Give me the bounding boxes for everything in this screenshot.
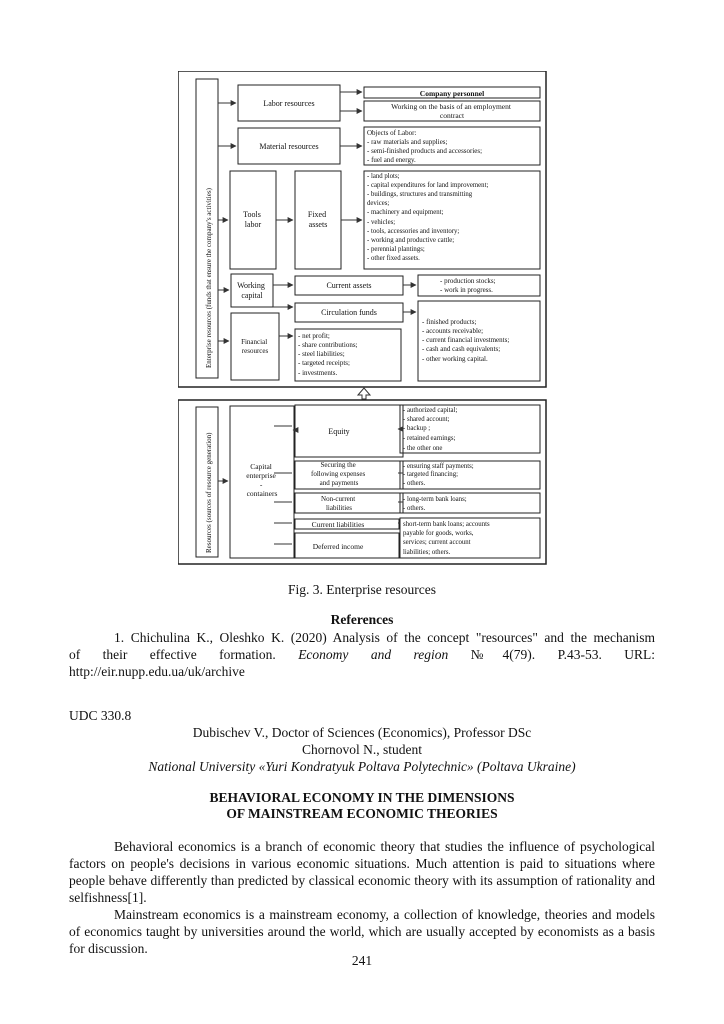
side-label-bottom: Resources (sources of resource generation) bbox=[205, 432, 213, 553]
securing-label: Securing the following expenses and payments bbox=[311, 461, 366, 487]
references-heading: References bbox=[330, 612, 394, 627]
current-assets-label: Current assets bbox=[326, 281, 372, 290]
material-resources-label: Material resources bbox=[259, 142, 319, 151]
circulation-list: - finished products; - accounts receivable; - current financial investments; - cash and cash equivalents; - other working capital. bbox=[422, 318, 510, 363]
circulation-funds-label: Circulation funds bbox=[321, 308, 377, 317]
fixed-assets-label: Fixed assets bbox=[307, 210, 328, 229]
short-term-list: short-term bank loans; accounts payable for goods, works, services; current account liabilities; others. bbox=[403, 521, 490, 556]
tools-labor-label: Tools labor bbox=[243, 210, 262, 229]
company-personnel-label: Company personnel bbox=[419, 89, 485, 98]
udc-code: UDC 330.8 bbox=[69, 708, 132, 723]
author-1: Dubischev V., Doctor of Sciences (Economics), Professor DSc bbox=[192, 725, 532, 740]
reference-1-line-2: of their effective formation. Economy and region №4(79). P.43-53. URL: bbox=[69, 647, 655, 662]
non-current-list: - long-term bank loans; - others. bbox=[403, 496, 467, 512]
financial-resources-label: Financial resources bbox=[241, 338, 269, 355]
capital-enterprise-label: Capital enterprise - containers bbox=[246, 462, 278, 498]
enterprise-resources-figure bbox=[178, 71, 548, 567]
paragraph-1: Behavioral economics is a branch of economic theory that studies the influence of psychological factors on people's decisions in various economic situations. Much attention is paid to situations where people behave differently than predicted by classical economic theory with its assumption of rationality and selfishness[1]. bbox=[69, 839, 655, 905]
reference-1-url[interactable]: http://eir.nupp.edu.ua/uk/archive bbox=[69, 664, 245, 679]
bottom-panel bbox=[178, 400, 546, 564]
employment-contract-label: Working on the basis of an employment contract bbox=[391, 102, 511, 120]
reference-1-line-1: 1. Chichulina K., Oleshko K. (2020) Analysis of the concept "resources" and the mechanism bbox=[114, 630, 655, 645]
labor-resources-label: Labor resources bbox=[263, 99, 315, 108]
non-current-liabilities-label: Non-current liabilities bbox=[321, 495, 356, 512]
author-2: Chornovol N., student bbox=[302, 742, 422, 757]
deferred-income-label: Deferred income bbox=[312, 542, 364, 551]
equity-list: - authorized capital; - shared account; - backup ; - retained earnings; - the other one bbox=[403, 407, 458, 452]
article-title-line-2: OF MAINSTREAM ECONOMIC THEORIES bbox=[226, 806, 498, 821]
paragraph-2: Mainstream economics is a mainstream economy, a collection of knowledge, theories and models of economics taught by universities around the world, which are usually accepted by economists as a basis for discussion. bbox=[69, 907, 655, 956]
current-liabilities-label: Current liabilities bbox=[311, 520, 365, 529]
figure-caption: Fig. 3. Enterprise resources bbox=[287, 582, 437, 597]
page-number: 241 bbox=[351, 953, 373, 968]
securing-list: - ensuring staff payments; - targeted financing; - others. bbox=[403, 463, 474, 487]
working-capital-label: Working capital bbox=[237, 281, 265, 300]
current-assets-list: - production stocks; - work in progress. bbox=[440, 277, 496, 294]
affiliation: National University «Yuri Kondratyuk Poltava Polytechnic» (Poltava Ukraine) bbox=[148, 759, 576, 774]
financial-list: - net profit; - share contributions; - steel liabilities; - targeted receipts; - investments. bbox=[298, 332, 358, 377]
article-title-line-1: BEHAVIORAL ECONOMY IN THE DIMENSIONS bbox=[209, 790, 515, 805]
side-label-top: Enterprise resources (funds that ensure the company's activities) bbox=[205, 188, 213, 368]
fixed-assets-list: - land plots; - capital expenditures for land improvement; - buildings, structures and transmitting devices; - machinery and equipment; - vehicles; - tools, accessories and inventory; - working and productive cattle; - perennial plantings; - other fixed assets. bbox=[367, 173, 489, 262]
equity-label: Equity bbox=[328, 427, 350, 436]
objects-of-labor-list: Objects of Labor: - raw materials and supplies; - semi-finished products and accessories; - fuel and energy. bbox=[367, 129, 483, 164]
